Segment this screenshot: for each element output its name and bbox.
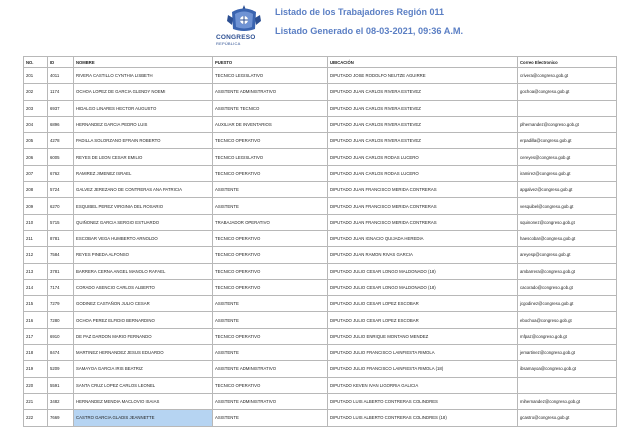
- cell-correo: areyesp@congreso.gob.gt: [518, 247, 617, 263]
- column-header-nombre: NOMBRE: [74, 57, 213, 68]
- table-row: [24, 198, 617, 214]
- cell-id: 4011: [48, 68, 74, 84]
- cell-ubicacion: DIPUTADO JUAN CARLOS RIVERA ESTEVEZ: [328, 133, 518, 149]
- cell-no: 209: [24, 198, 48, 214]
- cell-id: 7584: [48, 247, 74, 263]
- cell-puesto: ASISTENTE ADMINISTRATIVO: [213, 361, 328, 377]
- table-row: [24, 393, 617, 409]
- cell-no: 204: [24, 116, 48, 132]
- cell-nombre: GALVEZ JEREZANO DE CONTRERAS ANA PATRICIA: [74, 182, 213, 198]
- cell-correo: vesquibel@congreso.gob.gt: [518, 198, 617, 214]
- cell-ubicacion: DIPUTADO JULIO CESAR LONGO MALDONADO (18): [328, 263, 518, 279]
- cell-ubicacion: DIPUTADO JUAN FRANCISCO MERIDA CONTRERAS: [328, 214, 518, 230]
- cell-id: 4278: [48, 133, 74, 149]
- cell-id: 1174: [48, 84, 74, 100]
- table-row: [24, 133, 617, 149]
- cell-no: 220: [24, 377, 48, 393]
- table-row: [24, 361, 617, 377]
- cell-id: 5591: [48, 377, 74, 393]
- page-title: Listado de los Trabajadores Región 011: [275, 7, 445, 17]
- cell-puesto: ASISTENTE: [213, 198, 328, 214]
- cell-nombre: BARRERA CERNA ANGEL MANOLO RAFAEL: [74, 263, 213, 279]
- table-row: [24, 279, 617, 295]
- cell-nombre: PADILLA SOLORZANO EFRAIN ROBERTO: [74, 133, 213, 149]
- cell-correo: cacorado@congreso.gob.gt: [518, 279, 617, 295]
- table-row: [24, 149, 617, 165]
- cell-ubicacion: DIPUTADO JULIO FRANCISCO LAINFIESTA RIMOLA (18): [328, 361, 518, 377]
- cell-puesto: TECNICO LEGISLATIVO: [213, 68, 328, 84]
- cell-id: 7279: [48, 296, 74, 312]
- cell-id: 6005: [48, 149, 74, 165]
- cell-nombre: RAMIREZ JIMENEZ ISRAEL: [74, 165, 213, 181]
- cell-puesto: TECNICO OPERATIVO: [213, 165, 328, 181]
- cell-correo: gcastro@congreso.gob.gt: [518, 410, 617, 426]
- cell-nombre: QUIÑONEZ GARCIA SERGIO ESTUARDO: [74, 214, 213, 230]
- cell-nombre: OCHOA PEREZ ELFIDIO BERNARDINO: [74, 312, 213, 328]
- cell-ubicacion: DIPUTADO LUIS ALBERTO CONTRERAS COLINDRES: [328, 393, 518, 409]
- table-row: [24, 182, 617, 198]
- cell-puesto: ASISTENTE: [213, 182, 328, 198]
- cell-no: 211: [24, 230, 48, 246]
- cell-no: 219: [24, 361, 48, 377]
- cell-puesto: TECNICO LEGISLATIVO: [213, 149, 328, 165]
- cell-puesto: ASISTENTE: [213, 312, 328, 328]
- column-header-correo: Correo Electronico: [518, 57, 617, 68]
- cell-puesto: ASISTENTE ADMINISTRATIVO: [213, 84, 328, 100]
- cell-nombre: CASTRO GARCIA GLADIS JEANNETTE: [74, 410, 213, 426]
- cell-ubicacion: DIPUTADO JULIO ENRIQUE MONTANO MENDEZ: [328, 328, 518, 344]
- cell-no: 206: [24, 149, 48, 165]
- cell-nombre: OCHOA LOPEZ DE GARCIA GLENDY NOEMI: [74, 84, 213, 100]
- table-row: [24, 165, 617, 181]
- cell-no: 210: [24, 214, 48, 230]
- column-header-id: ID: [48, 57, 74, 68]
- cell-correo: ebochoa@congreso.gob.gt: [518, 312, 617, 328]
- cell-puesto: TECNICO OPERATIVO: [213, 328, 328, 344]
- cell-puesto: ASISTENTE: [213, 345, 328, 361]
- table-row: [24, 100, 617, 116]
- cell-puesto: TECNICO OPERATIVO: [213, 377, 328, 393]
- cell-ubicacion: DIPUTADO JULIO CESAR LONGO MALDONADO (18): [328, 279, 518, 295]
- cell-id: 8781: [48, 230, 74, 246]
- cell-ubicacion: DIPUTADO JUAN IGNACIO QUIJADA HEREDIA: [328, 230, 518, 246]
- cell-no: 201: [24, 68, 48, 84]
- cell-no: 221: [24, 393, 48, 409]
- generated-value: 08-03-2021, 09:36 A.M.: [365, 26, 464, 36]
- cell-id: 7280: [48, 312, 74, 328]
- cell-nombre: HERNANDEZ GARCIA PEDRO LUIS: [74, 116, 213, 132]
- cell-correo: ambarrera@congreso.gob.gt: [518, 263, 617, 279]
- cell-nombre: HERNANDEZ MENDIA MACLOVIO ISAIAS: [74, 393, 213, 409]
- cell-puesto: TECNICO OPERATIVO: [213, 279, 328, 295]
- cell-ubicacion: DIPUTADO JUAN FRANCISCO MERIDA CONTRERAS: [328, 182, 518, 198]
- cell-nombre: SANTA CRUZ LOPEZ CARLOS LEONEL: [74, 377, 213, 393]
- cell-correo: iramirez@congreso.gob.gt: [518, 165, 617, 181]
- cell-id: 3781: [48, 263, 74, 279]
- cell-puesto: ASISTENTE: [213, 296, 328, 312]
- cell-no: 212: [24, 247, 48, 263]
- cell-ubicacion: DIPUTADO JUAN CARLOS RODAS LUCERO: [328, 149, 518, 165]
- cell-ubicacion: DIPUTADO JULIO CESAR LOPEZ ESCOBAR: [328, 312, 518, 328]
- cell-correo: apgalvez@congreso.gob.gt: [518, 182, 617, 198]
- cell-id: 5724: [48, 182, 74, 198]
- generated-label: Listado Generado el: [275, 26, 364, 36]
- cell-puesto: ASISTENTE: [213, 410, 328, 426]
- cell-puesto: ASISTENTE TECNICO: [213, 100, 328, 116]
- column-header-no: NO.: [24, 57, 48, 68]
- cell-no: 205: [24, 133, 48, 149]
- cell-ubicacion: DIPUTADO LUIS ALBERTO CONTRERAS COLINDRES (18): [328, 410, 518, 426]
- cell-correo: [518, 377, 617, 393]
- cell-no: 203: [24, 100, 48, 116]
- cell-id: 6937: [48, 100, 74, 116]
- table-row: [24, 84, 617, 100]
- cell-no: 218: [24, 345, 48, 361]
- cell-ubicacion: DIPUTADO JUAN CARLOS RIVERA ESTEVEZ: [328, 116, 518, 132]
- cell-puesto: TRABAJADOR OPERATIVO: [213, 214, 328, 230]
- cell-correo: crivera@congreso.gob.gt: [518, 68, 617, 84]
- column-header-ubicacion: UBICACIÓN: [328, 57, 518, 68]
- cell-no: 207: [24, 165, 48, 181]
- cell-no: 202: [24, 84, 48, 100]
- cell-nombre: CORADO ASENCIO CARLOS ALBERTO: [74, 279, 213, 295]
- table-row: [24, 214, 617, 230]
- cell-ubicacion: DIPUTADO KEVEN IVAN LIGORRIA GALICIA: [328, 377, 518, 393]
- cell-id: 5209: [48, 361, 74, 377]
- cell-nombre: MARTINEZ HERNANDEZ JESUS EDUARDO: [74, 345, 213, 361]
- cell-id: 6270: [48, 198, 74, 214]
- cell-id: 6896: [48, 116, 74, 132]
- cell-correo: mihernandez@congreso.gob.gt: [518, 393, 617, 409]
- cell-nombre: GODINEZ CASTAÑON JULIO CESAR: [74, 296, 213, 312]
- cell-correo: squinonez@congreso.gob.gt: [518, 214, 617, 230]
- table-row: [24, 312, 617, 328]
- table-row: [24, 377, 617, 393]
- cell-correo: haescobar@congreso.gob.gt: [518, 230, 617, 246]
- cell-puesto: TECNICO OPERATIVO: [213, 247, 328, 263]
- cell-id: 3482: [48, 393, 74, 409]
- table-row: [24, 410, 617, 426]
- workers-table: [23, 56, 617, 427]
- table-row: [24, 263, 617, 279]
- cell-nombre: ESQUIBEL PEREZ VIRGINIA DEL ROSARIO: [74, 198, 213, 214]
- cell-no: 216: [24, 312, 48, 328]
- cell-ubicacion: DIPUTADO JULIO CESAR LOPEZ ESCOBAR: [328, 296, 518, 312]
- table-row: [24, 116, 617, 132]
- table-row: [24, 247, 617, 263]
- cell-puesto: AUXILIAR DE INVENTARIOS: [213, 116, 328, 132]
- cell-ubicacion: DIPUTADO JUAN CARLOS RIVERA ESTEVEZ: [328, 100, 518, 116]
- table-row: [24, 230, 617, 246]
- logo-text: CONGRESO REPÚBLICA: [216, 34, 256, 46]
- cell-puesto: TECNICO OPERATIVO: [213, 133, 328, 149]
- cell-nombre: REYES DE LEON CESAR EMILIO: [74, 149, 213, 165]
- cell-id: 7669: [48, 410, 74, 426]
- cell-nombre: SAMAYOA GARCIA IRIS BEATRIZ: [74, 361, 213, 377]
- table-row: [24, 296, 617, 312]
- cell-ubicacion: DIPUTADO JULIO FRANCISCO LAINFIESTA RIMOLA: [328, 345, 518, 361]
- cell-correo: jemartinez@congreso.gob.gt: [518, 345, 617, 361]
- table-header-row: [24, 57, 617, 68]
- cell-correo: erpadilla@congreso.gob.gt: [518, 133, 617, 149]
- table-row: [24, 345, 617, 361]
- generated-timestamp: [275, 26, 463, 36]
- cell-correo: gochoa@congreso.gob.gt: [518, 84, 617, 100]
- cell-no: 208: [24, 182, 48, 198]
- cell-ubicacion: DIPUTADO JUAN RAMON RIVAS GARCIA: [328, 247, 518, 263]
- cell-nombre: HIDALGO LINARES HECTOR AUGUSTO: [74, 100, 213, 116]
- table-row: [24, 328, 617, 344]
- cell-correo: ibsamayoa@congreso.gob.gt: [518, 361, 617, 377]
- cell-no: 213: [24, 263, 48, 279]
- cell-correo: plhernandez@congreso.gob.gt: [518, 116, 617, 132]
- cell-ubicacion: DIPUTADO JUAN FRANCISCO MERIDA CONTRERAS: [328, 198, 518, 214]
- report-header: [0, 0, 625, 52]
- cell-ubicacion: DIPUTADO JOSE RODOLFO NEUTZE AGUIRRE: [328, 68, 518, 84]
- cell-no: 222: [24, 410, 48, 426]
- cell-correo: cereyes@congreso.gob.gt: [518, 149, 617, 165]
- cell-correo: [518, 100, 617, 116]
- cell-correo: mfpaz@congreso.gob.gt: [518, 328, 617, 344]
- cell-id: 6910: [48, 328, 74, 344]
- cell-ubicacion: DIPUTADO JUAN CARLOS RIVERA ESTEVEZ: [328, 84, 518, 100]
- cell-id: 7174: [48, 279, 74, 295]
- cell-nombre: RIVERA CASTILLO CYNTHIA LISBETH: [74, 68, 213, 84]
- cell-puesto: ASISTENTE ADMINISTRATIVO: [213, 393, 328, 409]
- cell-nombre: REYES PINEDA ALFONSO: [74, 247, 213, 263]
- cell-ubicacion: DIPUTADO JUAN CARLOS RODAS LUCERO: [328, 165, 518, 181]
- column-header-puesto: PUESTO: [213, 57, 328, 68]
- cell-id: 6762: [48, 165, 74, 181]
- cell-puesto: TECNICO OPERATIVO: [213, 230, 328, 246]
- cell-no: 215: [24, 296, 48, 312]
- cell-no: 214: [24, 279, 48, 295]
- cell-id: 8474: [48, 345, 74, 361]
- cell-puesto: TECNICO OPERATIVO: [213, 263, 328, 279]
- cell-nombre: ESCOBAR VEGA HUMBERTO ARNOLDO: [74, 230, 213, 246]
- cell-no: 217: [24, 328, 48, 344]
- table-row: [24, 68, 617, 84]
- cell-correo: jcgodinez@congreso.gob.gt: [518, 296, 617, 312]
- cell-id: 5715: [48, 214, 74, 230]
- cell-nombre: DE PAZ DARDON MARIO FERNANDO: [74, 328, 213, 344]
